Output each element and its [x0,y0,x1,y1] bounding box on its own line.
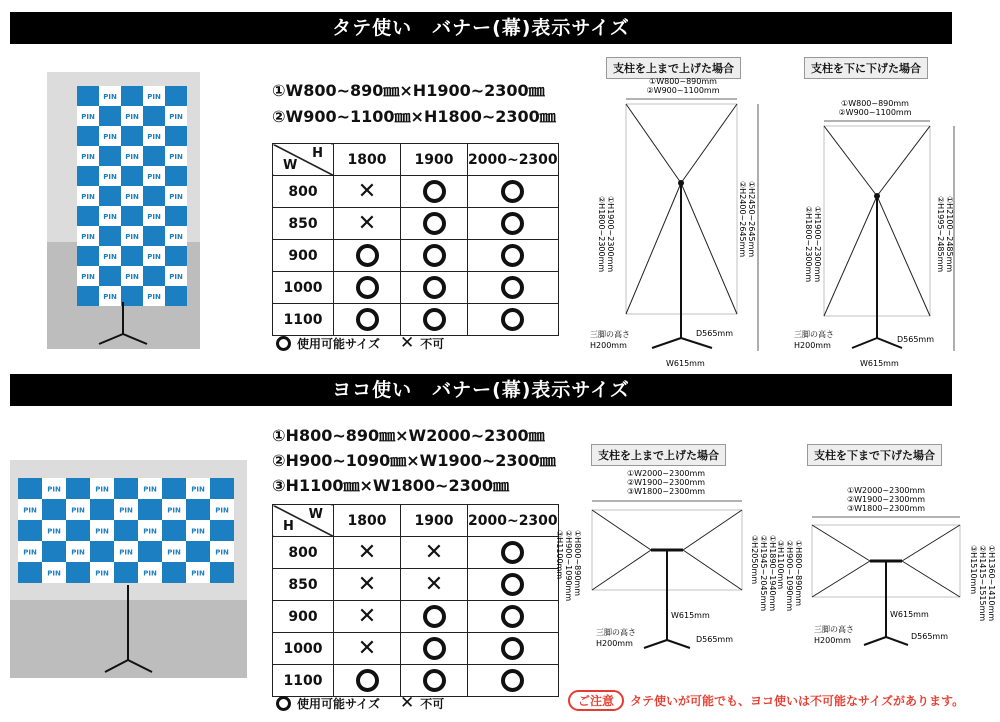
cross-icon: ✕ [400,693,415,713]
table-row [273,569,559,601]
banner-logo-text: PIN [143,569,157,578]
column-header: 1900 [401,144,468,176]
circle-icon [423,276,446,299]
table-row [273,176,559,208]
h-d2-left-3: ③H1100mm [776,540,785,590]
banner-tile [114,562,138,583]
banner-tile [18,478,42,499]
table-cell [401,304,468,336]
v-d1-leg-2: H200mm [590,341,627,350]
legend-ok-label: 使用可能サイズ [297,336,381,351]
cross-icon: ✕ [357,178,377,204]
banner-tile [138,499,162,520]
table-cell [334,272,401,304]
table-cell [468,304,559,336]
banner-tile [186,541,210,562]
banner-tile [121,86,143,106]
banner-logo-text: PIN [125,113,139,121]
notice [568,690,964,711]
banner-tile [114,478,138,499]
banner-logo-text: PIN [147,93,161,101]
table-cell [401,569,468,601]
horizontal-banner-photo [10,460,247,678]
v-d1-d: D565mm [696,329,734,338]
circle-icon [501,212,524,235]
table-row [273,601,559,633]
v-d2-right-2: ②H1995~2485mm [936,196,945,273]
table-cell [334,304,401,336]
banner-logo-text: PIN [95,569,109,578]
circle-icon [423,605,446,628]
banner-logo-text: PIN [147,253,161,261]
banner-tile [143,226,165,246]
row-header: 800 [273,537,334,569]
banner-logo-text: PIN [95,527,109,536]
v-d1-right-2: ②H2400~2645mm [738,181,747,258]
banner-tile [143,186,165,206]
banner-tile [121,166,143,186]
circle-icon [423,180,446,203]
table-corner [273,144,334,176]
vertical-diagram2 [794,99,954,368]
cross-icon: ✕ [424,539,444,565]
corner-label: W [283,158,298,173]
vertical-legend [276,333,444,353]
banner-tile [186,499,210,520]
banner-logo-text: PIN [81,273,95,281]
horizontal-diagram2-title: 支柱を下まで下げた場合 [807,444,942,466]
banner-tile [165,246,187,266]
table-cell [401,208,468,240]
banner-tile [77,206,99,226]
banner-tile [77,126,99,146]
banner-tile [210,520,234,541]
table-cell [468,240,559,272]
banner-tile [90,499,114,520]
banner-logo-text: PIN [103,253,117,261]
h-d1-d: D565mm [696,635,734,644]
v-d2-left-2: ②H1800~2300mm [804,206,813,283]
banner-logo-text: PIN [191,527,205,536]
h-d1-top-2: ②W1900~2300mm [626,478,706,487]
banner-logo-text: PIN [169,273,183,281]
column-header: 1900 [401,505,468,537]
cross-icon: ✕ [357,571,377,597]
table-cell [401,665,468,697]
circle-icon [423,244,446,267]
banner-tile [99,186,121,206]
banner-tile [114,520,138,541]
banner-logo-text: PIN [103,133,117,141]
banner-logo-text: PIN [215,506,229,515]
banner-tile [121,126,143,146]
banner-logo-text: PIN [125,273,139,281]
table-cell [334,240,401,272]
banner-tile [210,478,234,499]
banner-logo-text: PIN [125,193,139,201]
table-cell [468,176,559,208]
v-d2-right-1: ①H2100~2485mm [945,196,954,273]
banner-logo-text: PIN [167,506,181,515]
table-cell [401,601,468,633]
horizontal-diagrams [556,465,996,675]
banner-tile [99,266,121,286]
cross-icon: ✕ [400,333,415,353]
horizontal-diagram2 [776,486,996,645]
horizontal-diagram1 [555,469,777,648]
column-header: 1800 [334,505,401,537]
h-d1-w: W615mm [671,611,710,620]
banner-tile [165,166,187,186]
banner-tile [165,286,187,306]
v-d1-leg-1: 三脚の高さ [590,330,630,339]
circle-icon [501,308,524,331]
banner-logo-text: PIN [81,113,95,121]
table-cell [401,633,468,665]
v-d1-left-1: ①H1900~2300mm [606,196,615,273]
h-d1-top-3: ③W1800~2300mm [626,487,706,496]
legend-ng-label: 不可 [420,696,445,711]
banner-logo-text: PIN [47,485,61,494]
banner-logo-text: PIN [47,569,61,578]
circle-icon [423,669,446,692]
banner-tile [162,562,186,583]
banner-tile [66,562,90,583]
banner-logo-text: PIN [103,213,117,221]
h-d2-top-1: ①W2000~2300mm [846,486,926,495]
row-header: 850 [273,208,334,240]
banner-logo-text: PIN [47,527,61,536]
banner-logo-text: PIN [147,133,161,141]
table-cell [334,601,401,633]
table-row [273,665,559,697]
banner-tile [121,206,143,226]
h-d1-left-3: ③H1100mm [555,530,564,580]
cross-icon: ✕ [357,635,377,661]
banner-tile [138,541,162,562]
banner-logo-text: PIN [119,548,133,557]
banner-logo-text: PIN [147,293,161,301]
cross-icon: ✕ [357,210,377,236]
banner-logo-text: PIN [23,506,37,515]
horizontal-section-title: ヨコ使い バナー(幕)表示サイズ [10,374,952,406]
banner-tile [143,266,165,286]
banner-tile [165,206,187,226]
v-d1-right-1: ①H2450~2645mm [747,181,756,258]
banner-logo-text: PIN [125,233,139,241]
table-cell [468,601,559,633]
h-d1-top-1: ①W2000~2300mm [626,469,706,478]
banner-tile [143,146,165,166]
vertical-banner-photo [47,72,200,349]
banner-logo-text: PIN [147,173,161,181]
v-d2-d: D565mm [897,335,935,344]
v-d2-leg-2: H200mm [794,341,831,350]
table-cell [401,272,468,304]
table-cell [468,665,559,697]
banner-logo-text: PIN [215,548,229,557]
horizontal-spec-1: ①H800~890㎜×W2000~2300㎜ [272,426,545,445]
banner-logo-text: PIN [103,173,117,181]
table-cell [334,208,401,240]
h-d2-leg-2: H200mm [814,636,851,645]
v-d2-w: W615mm [860,359,899,368]
table-cell [401,537,468,569]
h-d2-right-2: ②H1415~1515mm [978,545,987,622]
v-d1-top-2: ②W900~1100mm [646,86,720,95]
v-d1-w: W615mm [666,359,705,368]
table-cell [334,665,401,697]
corner-label: W [308,507,323,522]
row-header: 1000 [273,633,334,665]
vertical-section-title: タテ使い バナー(幕)表示サイズ [10,12,952,44]
circle-icon [276,336,291,351]
corner-label: H [312,146,323,161]
row-header: 900 [273,240,334,272]
h-d1-left-1: ①H800~890mm [573,530,582,597]
v-d1-top-1: ①W800~890mm [649,77,717,86]
table-cell [334,569,401,601]
legend-ng-label: 不可 [420,336,445,351]
table-cell [468,569,559,601]
v-d2-left-1: ①H1900~2300mm [813,206,822,283]
banner-tile [66,478,90,499]
banner-tile [42,499,66,520]
banner-logo-text: PIN [169,153,183,161]
banner-logo-text: PIN [23,548,37,557]
banner-logo-text: PIN [143,485,157,494]
banner-logo-text: PIN [169,193,183,201]
cross-icon: ✕ [424,571,444,597]
corner-label: H [283,519,294,534]
h-d2-top-2: ②W1900~2300mm [846,495,926,504]
banner-logo-text: PIN [103,93,117,101]
v-d2-top-1: ①W800~890mm [841,99,909,108]
notice-badge: ご注意 [568,690,624,711]
table-row [273,240,559,272]
row-header: 1100 [273,304,334,336]
row-header: 800 [273,176,334,208]
banner-logo-text: PIN [103,293,117,301]
row-header: 900 [273,601,334,633]
banner-logo-text: PIN [71,506,85,515]
table-corner [273,505,334,537]
banner-tile [42,541,66,562]
notice-text: タテ使いが可能でも、ヨコ使いは不可能なサイズがあります。 [630,694,965,708]
banner-tile [90,541,114,562]
circle-icon [276,696,291,711]
banner-tile [121,246,143,266]
banner-tile [77,286,99,306]
banner-tile [77,86,99,106]
h-d1-right-1: ①H1890~1940mm [768,535,777,612]
table-row [273,537,559,569]
circle-icon [501,573,524,596]
banner-tile [66,520,90,541]
v-d2-top-2: ②W900~1100mm [838,108,912,117]
h-d2-w: W615mm [890,610,929,619]
horizontal-legend [276,693,444,713]
banner-tile [18,520,42,541]
h-d1-right-2: ②H1945~2045mm [759,535,768,612]
vertical-spec-1: ①W800~890㎜×H1900~2300㎜ [272,81,545,100]
table-cell [468,537,559,569]
column-header: 1800 [334,144,401,176]
h-d2-d: D565mm [911,632,949,641]
banner-tile [99,146,121,166]
table-cell [401,240,468,272]
row-header: 1000 [273,272,334,304]
table-cell [334,176,401,208]
column-header: 2000~2300 [468,505,559,537]
banner-tile [210,562,234,583]
table-row [273,208,559,240]
horizontal-size-table [272,504,559,697]
cross-icon: ✕ [357,603,377,629]
banner-tile [162,478,186,499]
row-header: 850 [273,569,334,601]
banner-tile [77,166,99,186]
h-d1-left-2: ②H900~1090mm [564,530,573,602]
circle-icon [423,308,446,331]
h-d1-right-3: ③H2050mm [750,535,759,585]
circle-icon [501,605,524,628]
table-cell [401,176,468,208]
vertical-diagrams [590,76,960,371]
horizontal-banner-illustration [10,460,247,678]
banner-logo-text: PIN [191,485,205,494]
vertical-spec-2: ②W900~1100㎜×H1800~2300㎜ [272,107,556,126]
table-row [273,633,559,665]
horizontal-diagram1-title: 支柱を上まで上げた場合 [591,444,726,466]
circle-icon [501,637,524,660]
table-row [273,304,559,336]
cross-icon: ✕ [357,539,377,565]
v-d1-left-2: ②H1800~2300mm [597,196,606,273]
h-d2-leg-1: 三脚の高さ [814,625,854,634]
circle-icon [423,637,446,660]
circle-icon [356,308,379,331]
table-cell [468,272,559,304]
banner-logo-text: PIN [191,569,205,578]
banner-logo-text: PIN [169,233,183,241]
horizontal-spec-2: ②H900~1090㎜×W1900~2300㎜ [272,451,556,470]
banner-tile [77,246,99,266]
vertical-diagram1 [590,77,758,368]
banner-tile [99,226,121,246]
vertical-banner-illustration [47,72,200,349]
banner-tile [143,106,165,126]
banner-tile [165,126,187,146]
vertical-diagram2-title: 支柱を下に下げた場合 [804,57,928,79]
circle-icon [501,669,524,692]
banner-logo-text: PIN [147,213,161,221]
table-cell [334,537,401,569]
table-cell [468,208,559,240]
banner-tile [165,86,187,106]
banner-logo-text: PIN [125,153,139,161]
legend-ok-label: 使用可能サイズ [297,696,381,711]
circle-icon [356,276,379,299]
banner-logo-text: PIN [95,485,109,494]
vertical-diagram1-title: 支柱を上まで上げた場合 [606,57,741,79]
banner-logo-text: PIN [81,233,95,241]
banner-logo-text: PIN [81,153,95,161]
circle-icon [501,541,524,564]
h-d2-right-1: ①H1360~1410mm [987,545,996,622]
v-d2-leg-1: 三脚の高さ [794,330,834,339]
table-cell [334,633,401,665]
horizontal-spec-3: ③H1100㎜×W1800~2300㎜ [272,476,509,495]
circle-icon [501,180,524,203]
h-d2-right-3: ③H1510mm [969,545,978,595]
circle-icon [501,244,524,267]
banner-logo-text: PIN [119,506,133,515]
h-d2-left-1: ①H800~890mm [794,540,803,607]
banner-tile [121,286,143,306]
banner-tile [18,562,42,583]
banner-tile [99,106,121,126]
table-cell [468,633,559,665]
h-d2-left-2: ②H900~1090mm [785,540,794,612]
h-d1-leg-1: 三脚の高さ [596,628,636,637]
row-header: 1100 [273,665,334,697]
circle-icon [356,669,379,692]
circle-icon [501,276,524,299]
column-header: 2000~2300 [468,144,559,176]
banner-logo-text: PIN [167,548,181,557]
table-row [273,272,559,304]
banner-logo-text: PIN [81,193,95,201]
banner-tile [162,520,186,541]
vertical-size-table [272,143,559,336]
circle-icon [423,212,446,235]
banner-logo-text: PIN [143,527,157,536]
h-d2-top-3: ③W1800~2300mm [846,504,926,513]
h-d1-leg-2: H200mm [596,639,633,648]
circle-icon [356,244,379,267]
banner-logo-text: PIN [71,548,85,557]
banner-logo-text: PIN [169,113,183,121]
